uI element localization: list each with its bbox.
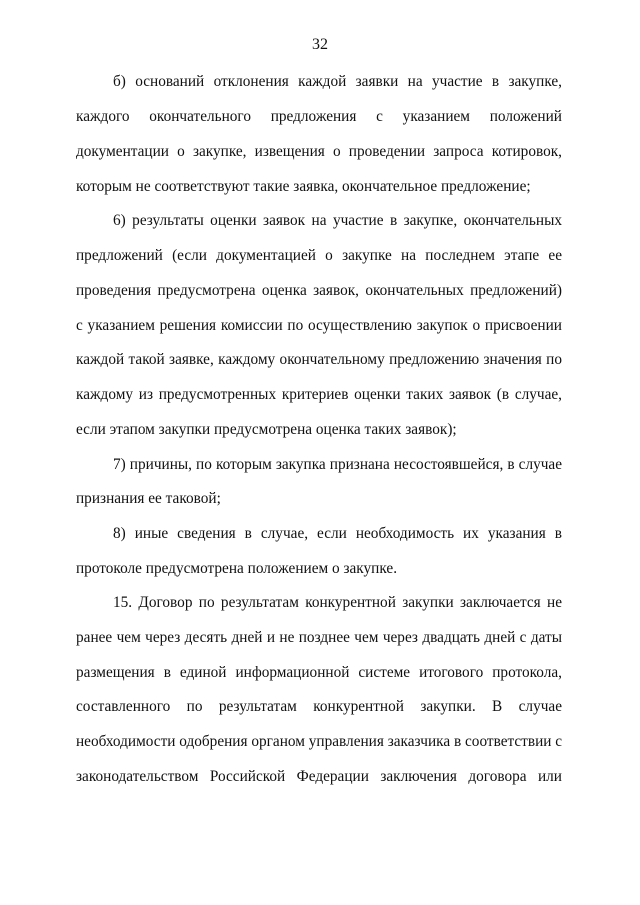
paragraph-6-line-1: 6) результаты оценки заявок на участие в закупке, окончательных — [113, 212, 562, 229]
paragraph-15-line-3: размещения в единой информационной системе итогового протокола, — [76, 664, 562, 681]
paragraph-15-line-5: необходимости одобрения органом управления заказчика в соответствии с — [76, 733, 563, 750]
paragraph-b-line-3: документации о закупке, извещения о проведении запроса котировок, — [76, 143, 562, 160]
paragraph-6-line-6: каждому из предусмотренных критериев оценки таких заявок (в случае, — [76, 386, 562, 403]
paragraph-b-line-2: каждого окончательного предложения с указанием положений — [76, 108, 562, 125]
paragraph-b-line-1: б) оснований отклонения каждой заявки на участие в закупке, — [113, 73, 562, 90]
paragraph-7-line-1: 7) причины, по которым закупка признана несостоявшейся, в случае — [113, 456, 562, 473]
paragraph-8-line-2: протоколе предусмотрена положением о закупке. — [76, 560, 398, 577]
paragraph-8-line-1: 8) иные сведения в случае, если необходимость их указания в — [113, 525, 562, 542]
paragraph-15-line-1: 15. Договор по результатам конкурентной закупки заключается не — [113, 594, 562, 611]
paragraph-6-line-4: с указанием решения комиссии по осуществлению закупок о присвоении — [76, 317, 562, 334]
paragraph-b-line-4: которым не соответствуют такие заявка, окончательное предложение; — [76, 178, 531, 195]
paragraph-15-line-4: составленного по результатам конкурентной закупки. В случае — [76, 698, 562, 715]
paragraph-7-line-2: признания ее таковой; — [76, 490, 221, 507]
paragraph-6-line-2: предложений (если документацией о закупке на последнем этапе ее — [76, 247, 562, 264]
paragraph-15-line-6: законодательством Российской Федерации заключения договора или — [76, 768, 562, 785]
paragraph-6-line-5: каждой такой заявке, каждому окончательному предложению значения по — [76, 351, 562, 368]
paragraph-6-line-3: проведения предусмотрена оценка заявок, окончательных предложений) — [76, 282, 562, 299]
page-number: 32 — [312, 36, 328, 53]
paragraph-15-line-2: ранее чем через десять дней и не позднее чем через двадцать дней с даты — [76, 629, 562, 646]
paragraph-6-line-7: если этапом закупки предусмотрена оценка таких заявок); — [76, 421, 457, 438]
